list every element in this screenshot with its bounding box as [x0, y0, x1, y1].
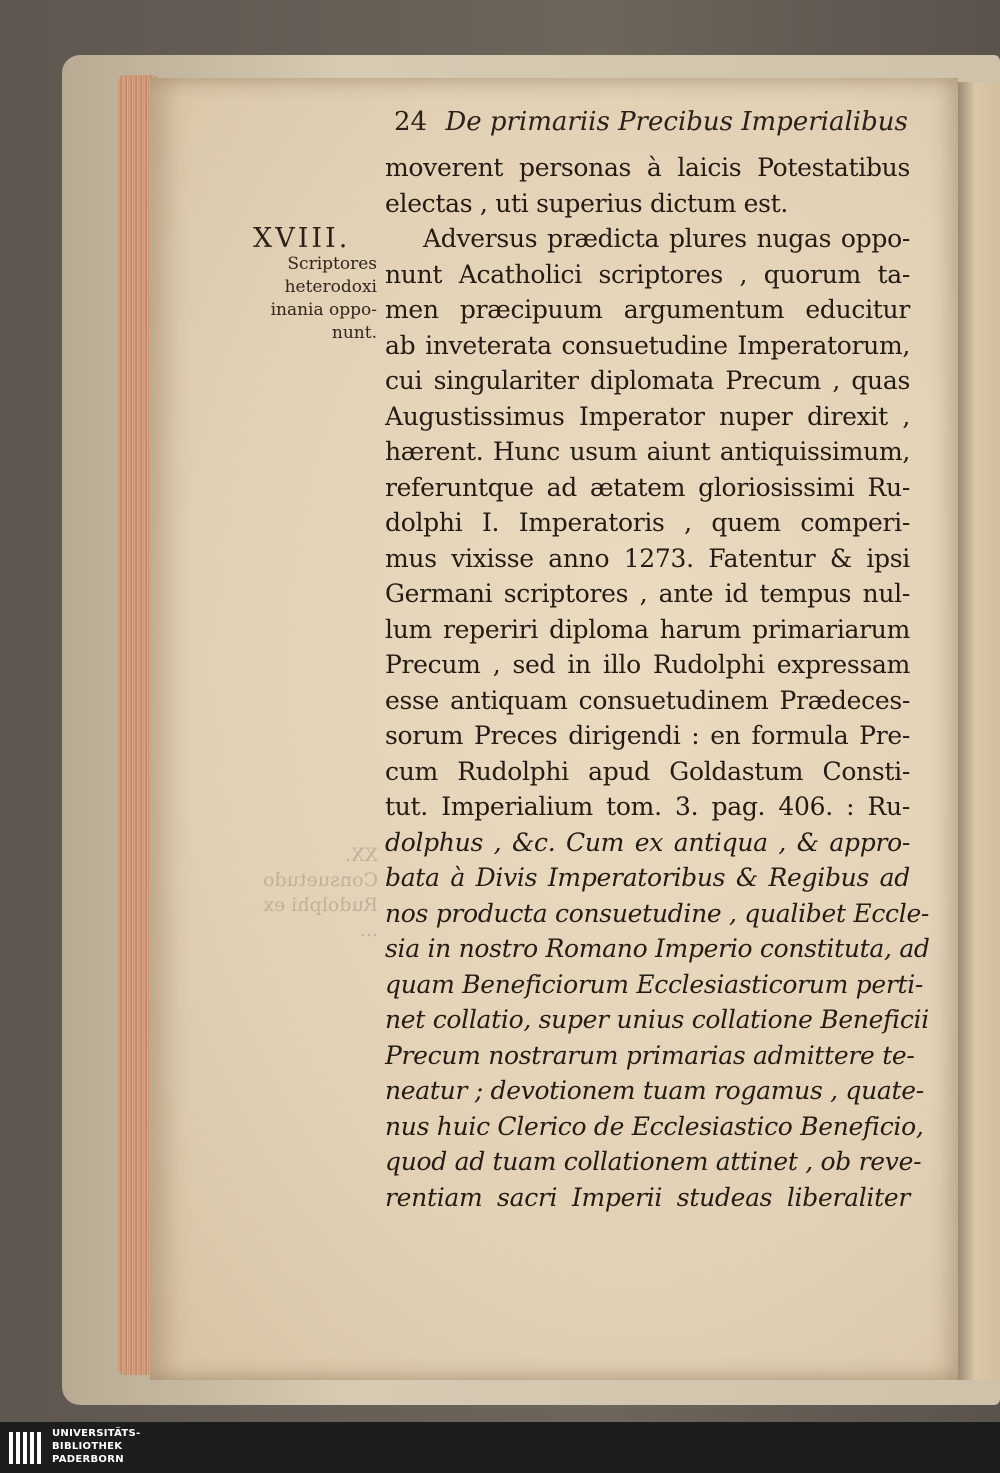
text-line: nus huic Clerico de Ecclesiastico Beneficio, [385, 1111, 924, 1141]
show-through-text [228, 843, 378, 943]
running-title: De primariis Precibus Imperialibus [445, 107, 908, 137]
text-line: bata à Divis Imperatoribus & Regibus ad [385, 863, 910, 892]
show-through-line: ... [359, 919, 378, 941]
text-line: Augustissimus Imperator nuper direxit , [385, 401, 910, 431]
show-through-line: XX. [344, 844, 378, 866]
text-line: cum Rudolphi apud Goldastum Consti- [385, 756, 910, 786]
text-line: dolphus , &c. Cum ex antiqua , & appro- [385, 827, 910, 857]
text-line: nunt Acatholici scriptores , quorum ta- [385, 259, 910, 289]
text-line: quod ad tuam collationem attinet , ob reve- [385, 1147, 922, 1176]
text-line: esse antiquam consuetudinem Prædeces- [385, 685, 910, 715]
text-line: mus vixisse anno 1273. Fatentur & ipsi [385, 543, 910, 573]
text-line: rentiam sacri Imperii studeas liberaliter [385, 1182, 910, 1212]
text-line: tut. Imperialium tom. 3. pag. 406. : Ru- [385, 792, 910, 821]
text-line: Precum , sed in illo Rudolphi expressam [385, 650, 910, 679]
text-line: electas , uti superius dictum est. [385, 188, 789, 218]
page-number: 24 [394, 107, 428, 137]
text-line: Precum nostrarum primarias admittere te- [385, 1040, 915, 1070]
text-line: sorum Preces dirigendi : en formula Pre- [385, 721, 910, 750]
body-text [385, 150, 930, 1215]
facing-page-edge [958, 82, 1000, 1380]
text-line: Adversus prædicta plures nugas oppo- [423, 224, 910, 253]
library-name-line: PADERBORN [52, 1454, 124, 1465]
library-name [52, 1427, 141, 1466]
section-number: XVIII. [253, 223, 351, 254]
margin-note-line: inania oppo- [270, 300, 377, 320]
text-line: referuntque ad ætatem gloriosissimi Ru- [385, 472, 910, 502]
margin-note [232, 253, 377, 345]
text-line: cui singulariter diplomata Precum , quas [385, 366, 910, 395]
text-line: men præcipuum argumentum educitur [385, 295, 910, 324]
library-name-line: UNIVERSITÄTS- [52, 1428, 141, 1439]
text-line: sia in nostro Romano Imperio constituta, ad [385, 934, 930, 963]
text-line: neatur ; devotionem tuam rogamus , quate- [385, 1076, 924, 1105]
text-line: Germani scriptores , ante id tempus nul- [385, 579, 910, 608]
text-line: ab inveterata consuetudine Imperatorum, [385, 330, 910, 360]
library-logo-icon [7, 1428, 43, 1468]
text-line: lum reperiri diploma harum primariarum [385, 614, 910, 644]
text-line: hærent. Hunc usum aiunt antiquissimum, [385, 437, 910, 466]
text-line: nos producta consuetudine , qualibet Eccle- [385, 898, 930, 928]
running-head [394, 107, 914, 147]
margin-note-line: heterodoxi [284, 277, 377, 297]
margin-note-line: Scriptores [287, 254, 377, 274]
library-name-line: BIBLIOTHEK [52, 1441, 123, 1452]
text-line: moverent personas à laicis Potestatibus [385, 153, 910, 182]
margin-note-line: nunt. [331, 323, 377, 343]
footer-bar [0, 1422, 1000, 1473]
show-through-line: Rudolphi ex [263, 894, 378, 916]
text-line: dolphi I. Imperatoris , quem comperi- [385, 508, 910, 537]
text-line: net collatio, super unius collatione Beneficii [385, 1005, 929, 1034]
show-through-line: Consuetudo [263, 869, 378, 891]
text-line: quam Beneficiorum Ecclesiasticorum perti- [385, 969, 924, 999]
